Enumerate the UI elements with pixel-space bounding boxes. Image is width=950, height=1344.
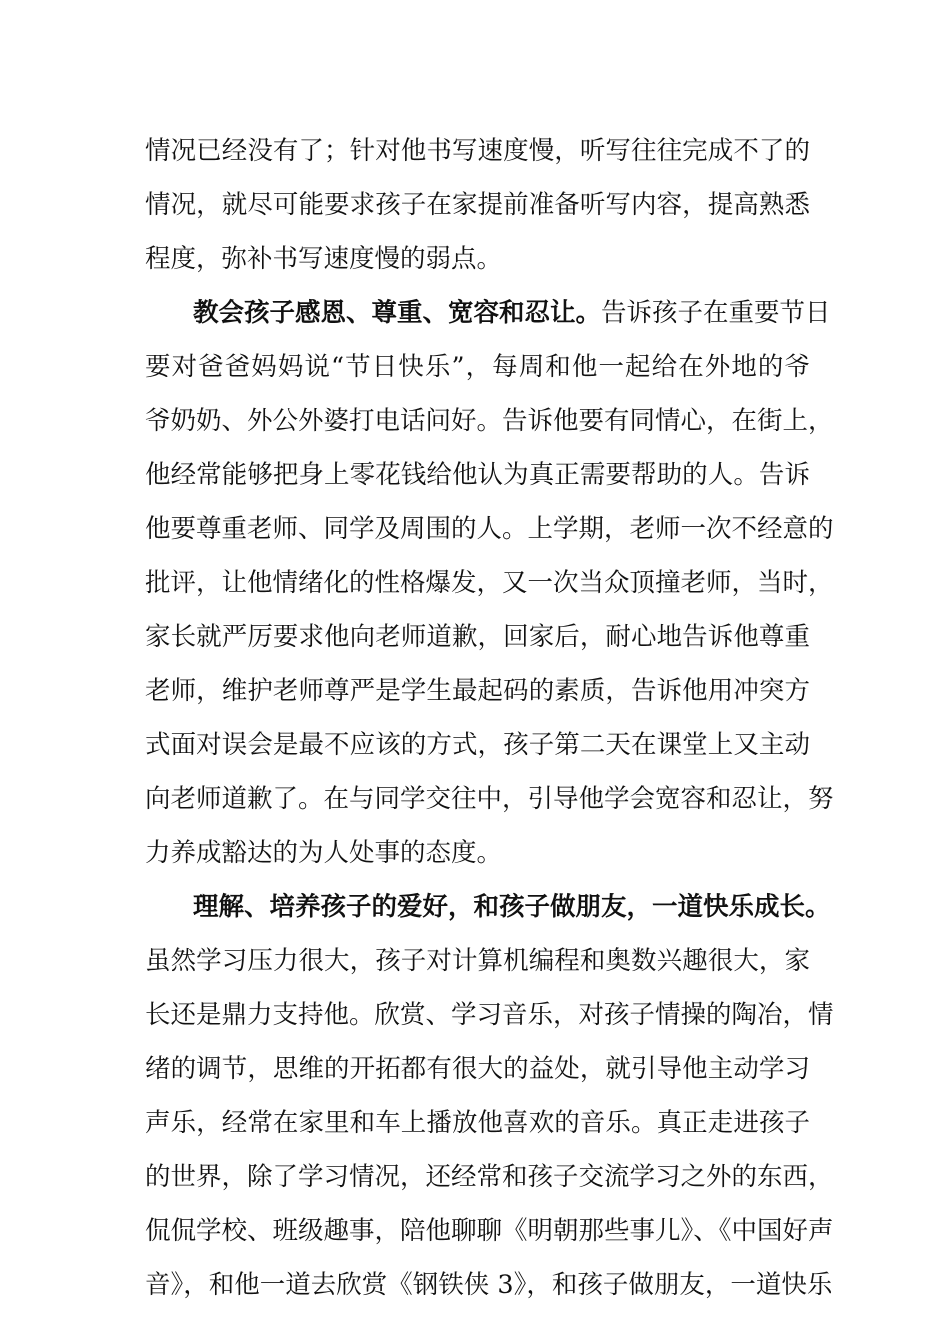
text-line: 音》，和他一道去欣赏《钢铁侠 3》，和孩子做朋友，一道快乐 <box>145 1270 833 1300</box>
paragraph-heading: 理解、培养孩子的爱好，和孩子做朋友，一道快乐成长。 <box>193 892 831 922</box>
text-line: 侃侃学校、班级趣事，陪他聊聊《明朝那些事儿》、《中国好声 <box>145 1216 834 1246</box>
text-line: 批评，让他情绪化的性格爆发，又一次当众顶撞老师，当时， <box>145 568 834 598</box>
text-line: 他要尊重老师、同学及周围的人。上学期，老师一次不经意的 <box>145 514 834 544</box>
text-line: 爷奶奶、外公外婆打电话问好。告诉他要有同情心，在街上， <box>145 406 834 436</box>
text-line: 的世界，除了学习情况，还经常和孩子交流学习之外的东西， <box>145 1162 834 1192</box>
text-line <box>145 286 831 340</box>
text-line: 情况，就尽可能要求孩子在家提前准备听写内容，提高熟悉 <box>145 190 810 220</box>
text-line: 虽然学习压力很大，孩子对计算机编程和奥数兴趣很大，家 <box>145 946 810 976</box>
text-line: 绪的调节，思维的开拓都有很大的益处，就引导他主动学习 <box>145 1054 810 1084</box>
text-line: 声乐，经常在家里和车上播放他喜欢的音乐。真正走进孩子 <box>145 1108 810 1138</box>
text-line: 要对爸爸妈妈说“节日快乐”，每周和他一起给在外地的爷 <box>145 352 810 382</box>
text-line: 程度，弥补书写速度慢的弱点。 <box>145 244 503 274</box>
paragraph <box>145 124 810 286</box>
text-line: 他经常能够把身上零花钱给他认为真正需要帮助的人。告诉 <box>145 460 810 490</box>
text-line: 式面对误会是最不应该的方式，孩子第二天在课堂上又主动 <box>145 730 810 760</box>
text-span: 告诉孩子在重要节日 <box>601 298 831 328</box>
paragraph <box>145 286 834 880</box>
paragraph <box>145 880 834 1312</box>
paragraph-heading: 教会孩子感恩、尊重、宽容和忍让。 <box>193 298 602 328</box>
text-line: 情况已经没有了；针对他书写速度慢，听写往往完成不了的 <box>145 136 810 166</box>
text-line: 长还是鼎力支持他。欣赏、学习音乐，对孩子情操的陶冶，情 <box>145 1000 834 1030</box>
text-line: 力养成豁达的为人处事的态度。 <box>145 838 503 868</box>
text-line: 老师，维护老师尊严是学生最起码的素质，告诉他用冲突方 <box>145 676 810 706</box>
text-line: 家长就严厉要求他向老师道歉，回家后，耐心地告诉他尊重 <box>145 622 810 652</box>
document-body <box>145 124 834 1312</box>
text-line: 向老师道歉了。在与同学交往中，引导他学会宽容和忍让，努 <box>145 784 834 814</box>
